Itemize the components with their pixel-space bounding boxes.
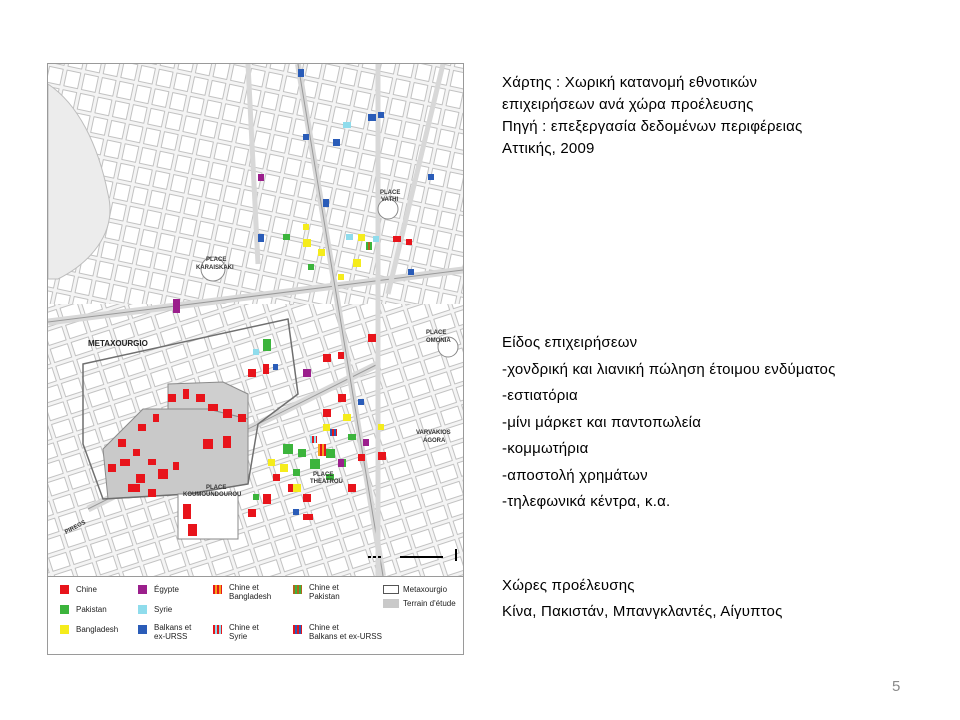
label-place-karaiskaki: KARAISKAKI: [196, 265, 234, 271]
legend-swatch-terrain: [383, 599, 399, 608]
legend-swatch-chine-balkans: [293, 625, 302, 634]
caption-line: Αττικής, 2009: [502, 140, 595, 157]
legend-label-syrie: Syrie: [154, 605, 173, 614]
label-varvakios: AGORA: [423, 438, 446, 444]
label-place-omonia: OMONIA: [426, 338, 451, 344]
legend-swatch-metaxourgio: [383, 585, 399, 594]
legend-label-chine-balkans: Chine et Balkans et ex-URSS: [309, 623, 382, 641]
legend-label-metaxourgio: Metaxourgio: [403, 585, 448, 594]
business-type-item: -αποστολή χρημάτων: [502, 466, 648, 484]
page-number: 5: [892, 678, 901, 695]
legend-swatch-chine-bangladesh: [213, 585, 222, 594]
legend-label-terrain: Terrain d'étude: [403, 599, 456, 608]
label-pireos: PIREOS: [64, 519, 87, 536]
legend-label-chine: Chine: [76, 585, 97, 594]
legend-swatch-chine-syrie: [213, 625, 222, 634]
marker-chine-balkans: [330, 429, 337, 436]
legend-swatch-egypte: [138, 585, 147, 594]
label-place-koumoundourou: PLACE: [206, 485, 227, 491]
label-place-vathi: VATHI: [381, 197, 399, 203]
legend-swatch-bangladesh: [60, 625, 69, 634]
legend-label-chine-bangladesh: Chine et Bangladesh: [229, 583, 272, 601]
legend-label-chine-syrie: Chine et Syrie: [229, 623, 259, 641]
map-caption: [502, 72, 803, 160]
label-place-vathi: PLACE: [380, 190, 401, 196]
label-varvakios: VARVAKIOS: [416, 430, 451, 436]
business-type-item: -μίνι μάρκετ και παντοπωλεία: [502, 413, 702, 431]
label-place-koumoundourou: KOUMOUNDOUROU: [183, 492, 242, 498]
legend-swatch-chine-pakistan: [293, 585, 302, 594]
map-figure: [47, 63, 464, 655]
caption-line: επιχειρήσεων ανά χώρα προέλευσης: [502, 96, 754, 113]
city-map: [48, 64, 463, 576]
label-place-omonia: PLACE: [426, 330, 447, 336]
label-place-theatrou: THEATROU: [310, 479, 343, 485]
legend-label-bangladesh: Bangladesh: [76, 625, 119, 634]
origin-heading: Χώρες προέλευσης: [502, 577, 635, 594]
marker-chine-pakistan: [366, 242, 372, 250]
legend-label-chine-pakistan: Chine et Pakistan: [309, 583, 340, 601]
business-type-item: -τηλεφωνικά κέντρα, κ.α.: [502, 493, 671, 510]
map-legend: [48, 576, 463, 655]
legend-swatch-pakistan: [60, 605, 69, 614]
legend-label-egypte: Égypte: [154, 585, 179, 594]
marker-chine-syrie: [310, 436, 317, 443]
business-type-item: -κομμωτήρια: [502, 440, 589, 457]
label-place-karaiskaki: PLACE: [206, 257, 227, 263]
business-types: [502, 330, 836, 516]
marker-chine-bangladesh: [318, 444, 326, 456]
caption-line: Πηγή : επεξεργασία δεδομένων περιφέρειας: [502, 118, 803, 135]
legend-swatch-balkans: [138, 625, 147, 634]
origin-list: Κίνα, Πακιστάν, Μπανγκλαντές, Αίγυπτος: [502, 603, 783, 620]
caption-line: Χάρτης : Χωρική κατανομή εθνοτικών: [502, 74, 758, 91]
legend-swatch-syrie: [138, 605, 147, 614]
legend-label-pakistan: Pakistan: [76, 605, 107, 614]
origin-countries: [502, 573, 783, 625]
business-type-item: -χονδρική και λιανική πώληση έτοιμου ενδύματος: [502, 360, 836, 378]
label-metaxourgio: METAXOURGIO: [88, 339, 148, 348]
business-type-item: -εστιατόρια: [502, 387, 578, 404]
legend-swatch-chine: [60, 585, 69, 594]
business-types-heading: Είδος επιχειρήσεων: [502, 334, 638, 351]
label-place-theatrou: PLACE: [313, 472, 334, 478]
legend-label-balkans: Balkans et ex-URSS: [154, 623, 192, 641]
